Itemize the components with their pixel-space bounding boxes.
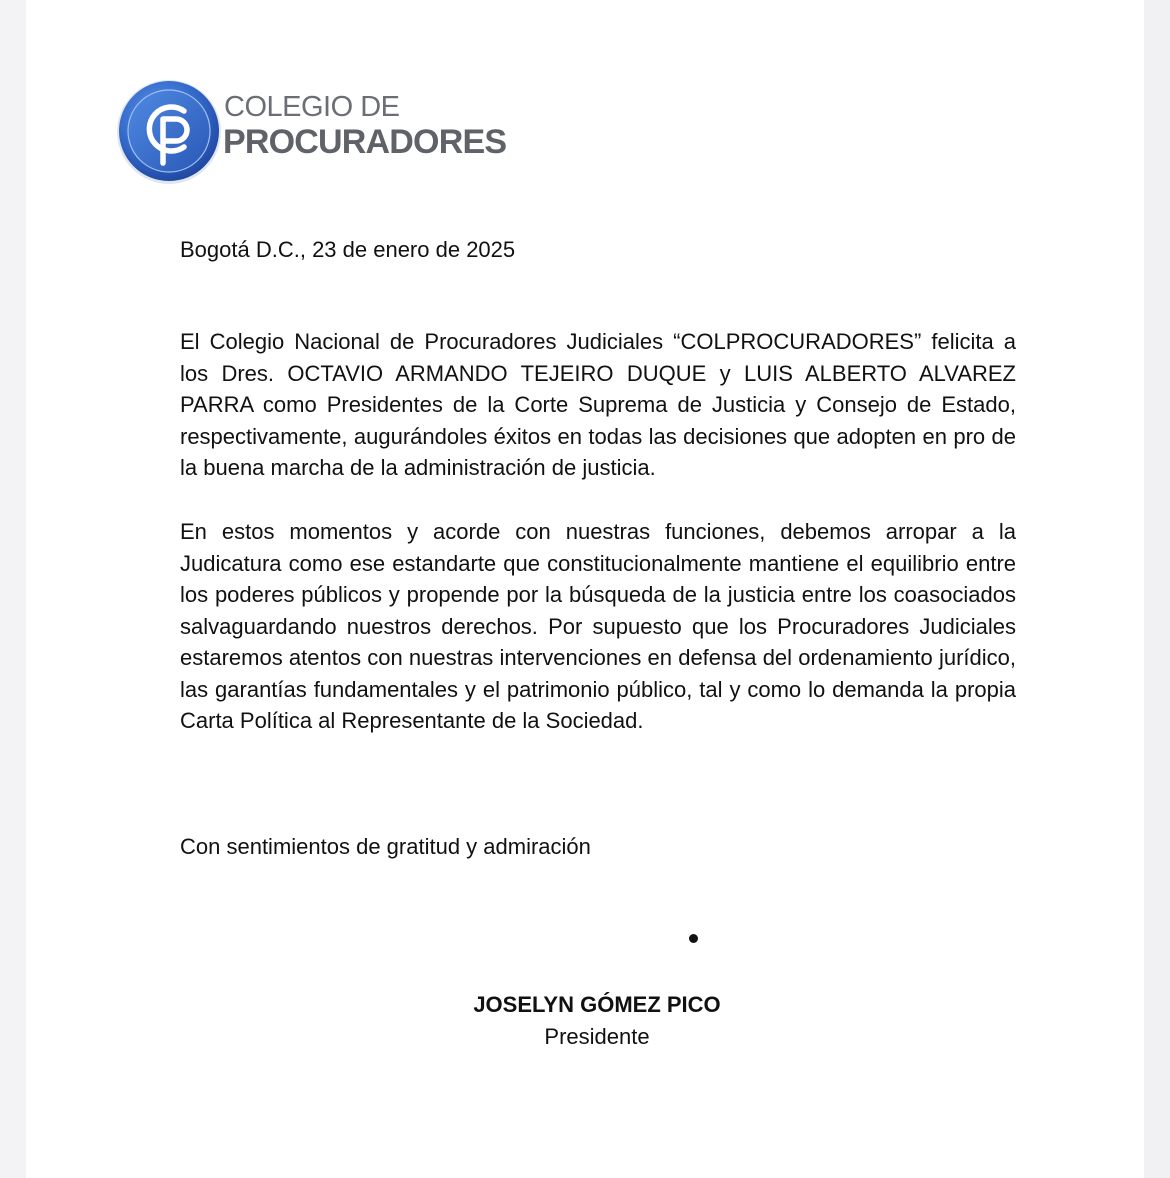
signature-mark	[689, 934, 698, 943]
letter-paragraph: En estos momentos y acorde con nuestras funciones, debemos arropar a la Judicatura como ese estandarte que constitucionalmente mantiene el equilibrio entre los poderes públicos y propende por la búsqueda de la justicia entre los coasociados salvaguardando nuestros derechos. Por supuesto que los Procuradores Judiciales estaremos atentos con nuestras intervenciones en defensa del ordenamiento jurídico, las garantías fundamentales y el patrimonio público, tal y como lo demanda la propia Carta Política al Representante de la Sociedad.	[180, 519, 1016, 733]
logo-line-procuradores: PROCURADORES	[223, 123, 507, 161]
colegio-logo	[114, 75, 514, 187]
letter-page	[26, 0, 1144, 1178]
letter-closing: Con sentimientos de gratitud y admiración	[180, 834, 591, 859]
letter-date: Bogotá D.C., 23 de enero de 2025	[180, 237, 516, 262]
scan-left-margin	[0, 0, 26, 1178]
signatory-title: Presidente	[544, 1024, 650, 1049]
scan-right-margin	[1144, 0, 1170, 1178]
logo-line-colegio-de: COLEGIO DE	[224, 91, 400, 123]
cp-monogram-icon	[114, 75, 226, 187]
letter-paragraph: El Colegio Nacional de Procuradores Judiciales “COLPROCURADORES” felicita a los Dres. OCTAVIO ARMANDO TEJEIRO DUQUE y LUIS ALBERTO ALVAREZ PARRA como Presidentes de la Corte Suprema de Justicia y Consejo de Estado, respectivamente, augurándoles éxitos en todas las decisiones que adopten en pro de la buena marcha de la administración de justicia.	[180, 329, 1016, 480]
signatory-name: JOSELYN GÓMEZ PICO	[473, 992, 721, 1017]
